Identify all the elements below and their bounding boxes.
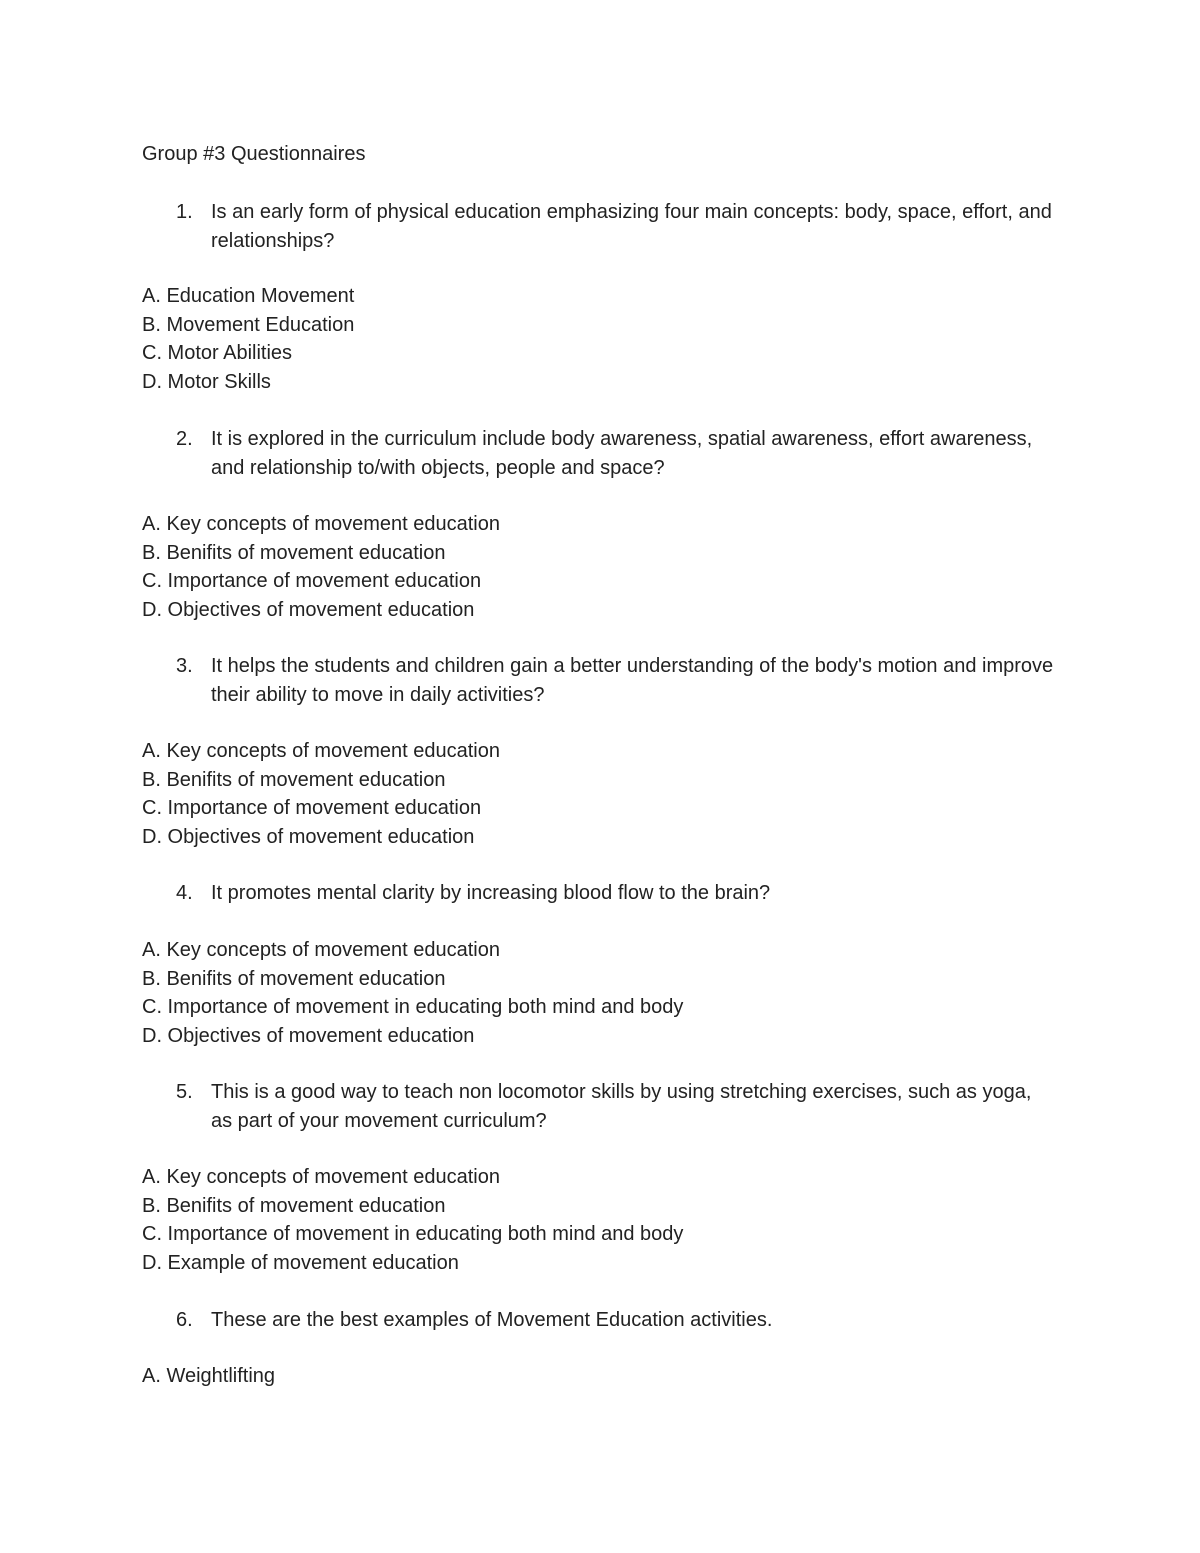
option-a: A. Key concepts of movement education	[142, 513, 500, 535]
question-number: 1.	[176, 201, 193, 223]
answer-options-1	[142, 282, 354, 396]
option-b: B. Benifits of movement education	[142, 768, 446, 791]
answer-options-4	[142, 936, 683, 1050]
question-1	[176, 198, 1056, 255]
option-a: A. Key concepts of movement education	[142, 740, 500, 762]
option-d: D. Objectives of movement education	[142, 1024, 475, 1047]
option-a: A. Key concepts of movement education	[142, 1166, 500, 1188]
option-c: C. Importance of movement in educating both mind and body	[142, 996, 684, 1018]
option-d: D. Example of movement education	[142, 1251, 459, 1274]
question-6	[176, 1306, 1056, 1335]
option-c: C. Motor Abilities	[142, 342, 293, 364]
answer-options-3	[142, 737, 500, 851]
option-d: D. Objectives of movement education	[142, 598, 475, 621]
question-text: This is a good way to teach non locomotor skills by using stretching exercises, such as yoga, as part of your movement curriculum?	[211, 1081, 1032, 1132]
option-b: B. Benifits of movement education	[142, 967, 446, 990]
option-a: A. Education Movement	[142, 285, 355, 307]
question-text: It helps the students and children gain a better understanding of the body's motion and improve their ability to move in daily activities?	[211, 655, 1054, 706]
question-text: Is an early form of physical education emphasizing four main concepts: body, space, effort, and relationships?	[211, 201, 1052, 252]
option-c: C. Importance of movement in educating both mind and body	[142, 1223, 684, 1245]
question-number: 5.	[176, 1081, 193, 1103]
option-c: C. Importance of movement education	[142, 570, 482, 592]
question-text: It is explored in the curriculum include body awareness, spatial awareness, effort awareness, and relationship to/with objects, people and space?	[211, 428, 1033, 479]
option-c: C. Importance of movement education	[142, 797, 482, 819]
option-d: D. Motor Skills	[142, 370, 271, 393]
option-b: B. Benifits of movement education	[142, 541, 446, 564]
answer-options-5	[142, 1163, 683, 1277]
question-number: 3.	[176, 655, 193, 677]
question-number: 4.	[176, 882, 193, 904]
question-number: 2.	[176, 428, 193, 450]
option-b: B. Benifits of movement education	[142, 1194, 446, 1217]
question-5	[176, 1078, 1056, 1135]
document-title: Group #3 Questionnaires	[142, 143, 366, 165]
question-3	[176, 652, 1056, 709]
option-a: A. Weightlifting	[142, 1365, 276, 1387]
question-4	[176, 879, 1056, 908]
option-d: D. Objectives of movement education	[142, 825, 475, 848]
option-a: A. Key concepts of movement education	[142, 939, 500, 961]
question-number: 6.	[176, 1309, 193, 1331]
answer-options-2	[142, 510, 500, 624]
question-text: It promotes mental clarity by increasing blood flow to the brain?	[211, 882, 771, 904]
question-2	[176, 425, 1056, 482]
question-text: These are the best examples of Movement Education activities.	[211, 1309, 773, 1331]
option-b: B. Movement Education	[142, 313, 355, 336]
answer-options-6	[142, 1362, 275, 1391]
